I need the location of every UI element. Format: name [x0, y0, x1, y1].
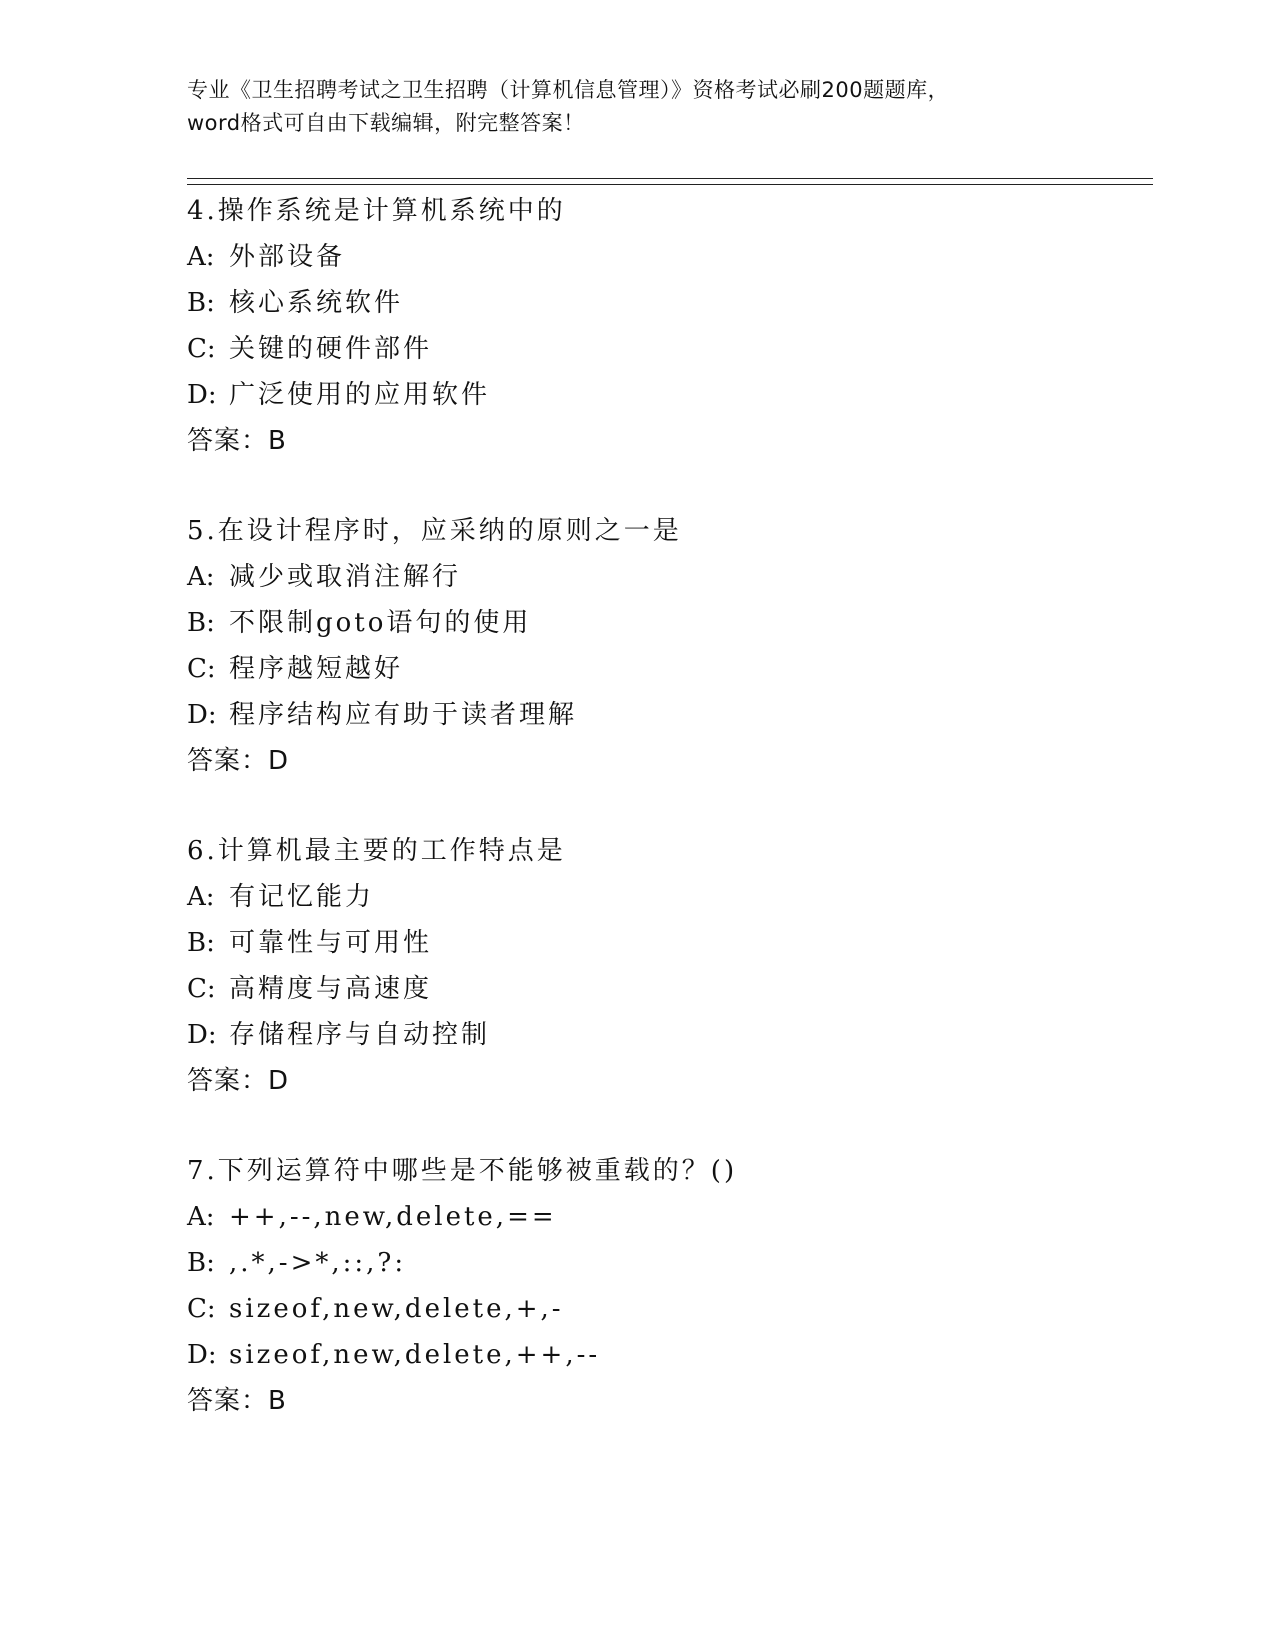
question-block — [187, 1148, 1147, 1424]
option-letter: B: — [187, 288, 215, 318]
option-text: 存储程序与自动控制 — [229, 1020, 491, 1050]
header-divider-top — [187, 178, 1153, 179]
option-d — [187, 372, 1147, 418]
option-text: 关键的硬件部件 — [229, 334, 433, 364]
option-b — [187, 280, 1147, 326]
answer-line: 答案：D — [187, 746, 290, 776]
option-text: ++,--,new,delete,== — [229, 1202, 557, 1232]
option-d — [187, 1012, 1147, 1058]
document-header — [187, 74, 1087, 140]
option-letter: C: — [187, 974, 216, 1004]
header-divider-bottom — [187, 184, 1153, 185]
option-text: 不限制goto语句的使用 — [229, 608, 532, 638]
question-stem: 7.下列运算符中哪些是不能够被重载的？() — [187, 1156, 738, 1186]
option-letter: B: — [187, 928, 215, 958]
answer-line: 答案：B — [187, 1386, 287, 1416]
option-letter: D: — [187, 1020, 217, 1050]
option-a — [187, 234, 1147, 280]
option-text: 程序结构应有助于读者理解 — [229, 700, 578, 730]
option-text: 核心系统软件 — [229, 288, 404, 318]
option-c — [187, 326, 1147, 372]
option-letter: A: — [187, 562, 215, 592]
option-c — [187, 966, 1147, 1012]
question-stem: 4.操作系统是计算机系统中的 — [187, 196, 566, 226]
option-b — [187, 1240, 1147, 1286]
option-b — [187, 600, 1147, 646]
answer-line: 答案：B — [187, 426, 287, 456]
option-text: 广泛使用的应用软件 — [229, 380, 491, 410]
question-block — [187, 828, 1147, 1104]
option-letter: B: — [187, 608, 215, 638]
option-b — [187, 920, 1147, 966]
option-c — [187, 646, 1147, 692]
option-text: 高精度与高速度 — [229, 974, 433, 1004]
question-stem: 6.计算机最主要的工作特点是 — [187, 836, 566, 866]
option-text: 程序越短越好 — [229, 654, 404, 684]
option-d — [187, 692, 1147, 738]
option-letter: C: — [187, 334, 216, 364]
answer-line: 答案：D — [187, 1066, 290, 1096]
question-stem: 5.在设计程序时，应采纳的原则之一是 — [187, 516, 682, 546]
option-a — [187, 554, 1147, 600]
option-letter: D: — [187, 700, 217, 730]
option-text: 减少或取消注解行 — [229, 562, 462, 592]
question-block — [187, 508, 1147, 784]
option-d — [187, 1332, 1147, 1378]
option-a — [187, 1194, 1147, 1240]
option-letter: D: — [187, 1340, 217, 1370]
option-letter: A: — [187, 242, 215, 272]
option-letter: A: — [187, 1202, 215, 1232]
option-text: 外部设备 — [229, 242, 346, 272]
option-letter: D: — [187, 380, 217, 410]
header-line-1: 专业《卫生招聘考试之卫生招聘（计算机信息管理）》资格考试必刷200题题库， — [187, 78, 950, 102]
option-letter: C: — [187, 1294, 216, 1324]
option-letter: A: — [187, 882, 215, 912]
header-line-2: word格式可自由下载编辑，附完整答案！ — [187, 111, 585, 135]
option-a — [187, 874, 1147, 920]
option-text: sizeof,new,delete,++,-- — [229, 1340, 601, 1370]
option-text: 有记忆能力 — [229, 882, 375, 912]
option-c — [187, 1286, 1147, 1332]
option-text: 可靠性与可用性 — [229, 928, 433, 958]
option-text: sizeof,new,delete,+,- — [229, 1294, 564, 1324]
option-text: ,.*,->*,::,?: — [229, 1248, 407, 1278]
option-letter: C: — [187, 654, 216, 684]
option-letter: B: — [187, 1248, 215, 1278]
question-block — [187, 188, 1147, 464]
